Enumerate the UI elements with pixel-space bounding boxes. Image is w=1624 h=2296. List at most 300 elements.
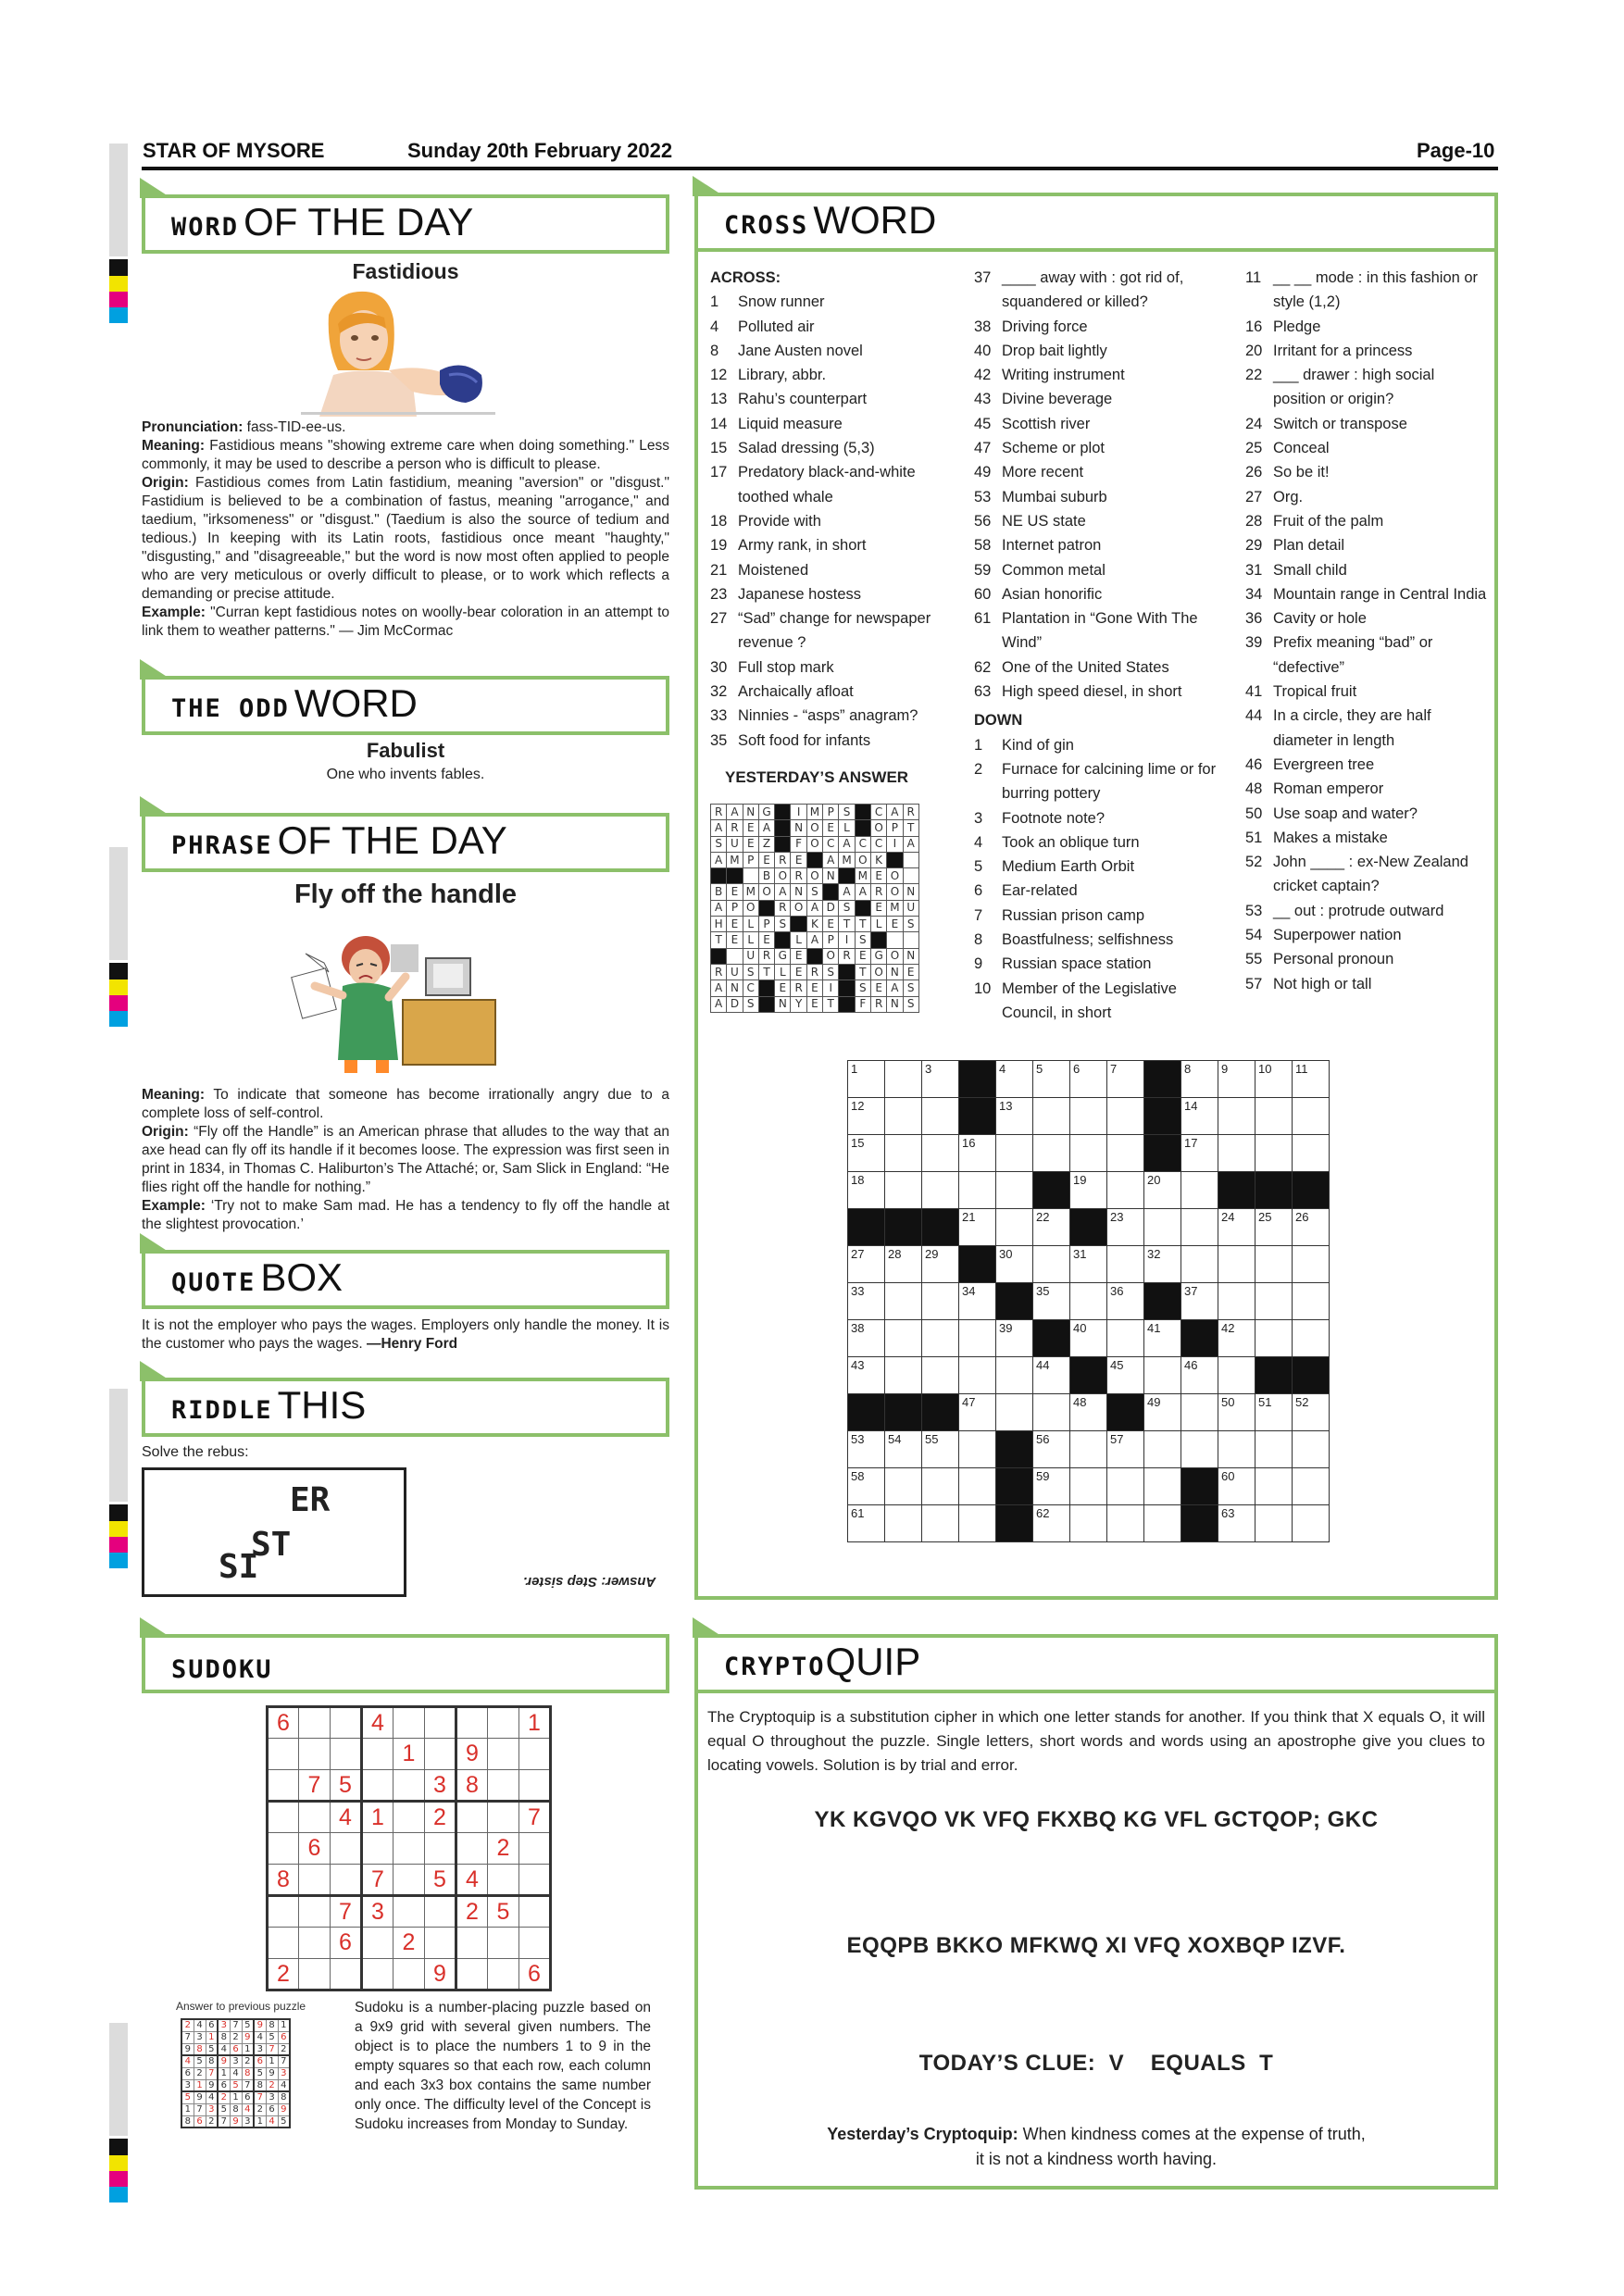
crossword-cell[interactable] [1181,1135,1218,1172]
crossword-cell[interactable] [959,1357,996,1394]
crossword-cell[interactable] [1218,1320,1255,1357]
sudoku-cell[interactable] [268,1802,299,1833]
crossword-cell[interactable] [922,1246,959,1283]
crossword-cell[interactable] [885,1061,922,1098]
crossword-cell[interactable] [1218,1135,1255,1172]
black-square [775,805,791,820]
crossword-grid[interactable] [847,1060,1330,1542]
sudoku-cell[interactable] [362,1959,394,1990]
crossword-cell[interactable] [1033,1098,1070,1135]
cell-number: 50 [1221,1395,1235,1409]
answer-cell: S [806,884,822,900]
sudoku-cell[interactable] [331,1833,362,1865]
crossword-cell[interactable] [1144,1209,1181,1246]
crossword-cell[interactable] [848,1431,885,1468]
sudoku-cell[interactable] [425,1739,456,1770]
crossword-cell[interactable] [1255,1431,1293,1468]
crossword-cell[interactable] [1107,1468,1144,1505]
crossword-cell[interactable] [922,1357,959,1394]
crossword-cell[interactable] [1070,1061,1107,1098]
sudoku-cell[interactable] [268,1833,299,1865]
sudoku-cell[interactable] [394,1833,425,1865]
crossword-cell[interactable] [1033,1283,1070,1320]
sudoku-cell[interactable] [519,1896,551,1928]
crossword-cell[interactable] [1218,1394,1255,1431]
crossword-cell[interactable] [1107,1209,1144,1246]
crossword-cell[interactable] [996,1135,1033,1172]
crossword-cell[interactable] [1144,1172,1181,1209]
sudoku-cell[interactable] [394,1959,425,1990]
sudoku-cell[interactable] [456,1802,488,1833]
sudoku-cell[interactable]: 9 [425,1959,456,1990]
crossword-cell[interactable] [1070,1098,1107,1135]
sudoku-cell[interactable] [299,1802,331,1833]
crossword-cell[interactable] [1033,1431,1070,1468]
crossword-cell[interactable] [1181,1394,1218,1431]
word-of-day-title-box [142,194,669,254]
sudoku-cell[interactable]: 5 [488,1896,519,1928]
crossword-cell[interactable] [959,1172,996,1209]
crossword-cell[interactable] [1181,1431,1218,1468]
sudoku-cell[interactable]: 4 [362,1707,394,1739]
sudoku-cell[interactable]: 7 [362,1865,394,1896]
crossword-cell[interactable] [1181,1209,1218,1246]
sudoku-cell[interactable] [488,1928,519,1959]
sudoku-cell[interactable]: 2 [488,1833,519,1865]
crossword-cell[interactable] [959,1394,996,1431]
sudoku-cell[interactable] [425,1707,456,1739]
crossword-cell[interactable] [1107,1431,1144,1468]
sudoku-cell[interactable] [394,1802,425,1833]
sudoku-cell[interactable] [456,1707,488,1739]
sudoku-cell[interactable]: 4 [331,1802,362,1833]
sudoku-cell[interactable] [488,1770,519,1802]
black-square [758,996,774,1012]
sudoku-cell[interactable] [331,1959,362,1990]
crossword-cell[interactable] [959,1320,996,1357]
crossword-cell[interactable] [1218,1209,1255,1246]
crossword-cell[interactable] [996,1209,1033,1246]
clue-text: Provide with [738,512,821,530]
crossword-cell[interactable] [996,1172,1033,1209]
sudoku-cell[interactable] [362,1770,394,1802]
cell-number: 13 [999,1099,1013,1113]
sudoku-cell[interactable]: 2 [268,1959,299,1990]
crossword-cell[interactable] [1181,1246,1218,1283]
answer-cell: O [791,900,806,916]
answer-cell: A [727,805,743,820]
sudoku-cell[interactable]: 9 [456,1739,488,1770]
clue-item [710,655,951,680]
crossword-cell[interactable] [848,1246,885,1283]
sudoku-cell[interactable] [268,1928,299,1959]
answer-cell: R [903,805,918,820]
crossword-cell[interactable] [1293,1468,1330,1505]
crossword-cell[interactable] [996,1394,1033,1431]
crossword-cell[interactable] [1218,1246,1255,1283]
crossword-cell[interactable] [922,1061,959,1098]
sudoku-cell[interactable] [299,1865,331,1896]
sudoku-cell[interactable]: 7 [519,1802,551,1833]
crossword-cell[interactable] [1255,1320,1293,1357]
crossword-cell[interactable] [1070,1431,1107,1468]
black-square [1107,1394,1144,1431]
sudoku-cell[interactable]: 6 [268,1707,299,1739]
crossword-cell[interactable] [1218,1283,1255,1320]
crossword-cell[interactable] [1107,1320,1144,1357]
crossword-cell[interactable] [1033,1357,1070,1394]
cell-number: 62 [1036,1506,1050,1520]
crossword-cell[interactable] [1033,1209,1070,1246]
crossword-cell[interactable] [1070,1394,1107,1431]
crossword-cell[interactable] [885,1468,922,1505]
sudoku-answer-cell: 4 [278,2079,290,2091]
crossword-cell[interactable] [1293,1320,1330,1357]
sudoku-cell[interactable]: 3 [425,1770,456,1802]
crossword-cell[interactable] [1107,1357,1144,1394]
crossword-cell[interactable] [1218,1061,1255,1098]
crossword-cell[interactable] [1033,1061,1070,1098]
crossword-cell[interactable] [1070,1505,1107,1542]
clue-number: 28 [1245,512,1263,530]
sudoku-cell[interactable] [488,1707,519,1739]
crossword-cell[interactable] [1144,1357,1181,1394]
sudoku-cell[interactable] [394,1707,425,1739]
sudoku-cell[interactable] [456,1959,488,1990]
crossword-cell[interactable] [1255,1061,1293,1098]
sudoku-cell[interactable]: 1 [394,1739,425,1770]
sudoku-cell[interactable] [362,1928,394,1959]
crossword-cell[interactable] [922,1468,959,1505]
clue-number: 57 [1245,975,1263,992]
sudoku-cell[interactable]: 6 [519,1959,551,1990]
crossword-cell[interactable] [1070,1283,1107,1320]
cell-number: 12 [851,1099,865,1113]
crossword-cell[interactable] [848,1505,885,1542]
crossword-cell[interactable] [996,1061,1033,1098]
crossword-cell[interactable] [885,1098,922,1135]
sudoku-cell[interactable]: 1 [519,1707,551,1739]
crossword-cell[interactable] [1218,1357,1255,1394]
crossword-cell[interactable] [848,1098,885,1135]
crossword-cell[interactable] [1144,1246,1181,1283]
sudoku-cell[interactable] [394,1896,425,1928]
sudoku-cell[interactable] [331,1739,362,1770]
answer-cell: N [727,980,743,996]
sudoku-cell[interactable]: 2 [456,1896,488,1928]
sudoku-cell[interactable] [488,1739,519,1770]
sudoku-cell[interactable]: 4 [456,1865,488,1896]
sudoku-cell[interactable] [519,1833,551,1865]
crossword-cell[interactable] [848,1135,885,1172]
answer-cell: M [806,805,822,820]
crossword-cell[interactable] [1033,1468,1070,1505]
clue-number: 61 [974,610,992,628]
registration-black [109,1504,128,1521]
crossword-cell[interactable] [1070,1320,1107,1357]
crossword-cell[interactable] [1218,1468,1255,1505]
sudoku-cell[interactable]: 6 [331,1928,362,1959]
cell-number: 5 [1036,1062,1043,1076]
sudoku-cell[interactable] [425,1896,456,1928]
crossword-cell[interactable] [1255,1135,1293,1172]
crossword-cell[interactable] [1293,1061,1330,1098]
crossword-cell[interactable] [1218,1505,1255,1542]
clue-text: Snow runner [738,293,825,311]
crossword-cell[interactable] [1255,1098,1293,1135]
sudoku-grid[interactable] [266,1705,552,1991]
clue-text: NE US state [1002,512,1086,530]
crossword-cell[interactable] [1107,1061,1144,1098]
clue-item [1245,704,1491,753]
crossword-cell[interactable] [885,1357,922,1394]
sudoku-cell[interactable] [519,1928,551,1959]
crossword-cell[interactable] [1144,1394,1181,1431]
crossword-cell[interactable] [1144,1505,1181,1542]
sudoku-cell[interactable] [268,1896,299,1928]
registration-strip [109,847,128,960]
crossword-cell[interactable] [922,1431,959,1468]
crossword-cell[interactable] [848,1172,885,1209]
sudoku-cell[interactable]: 8 [456,1770,488,1802]
crossword-cell[interactable] [1070,1135,1107,1172]
sudoku-answer-cell: 3 [206,2103,218,2115]
crossword-cell[interactable] [1293,1098,1330,1135]
clue-item [974,315,1224,339]
clue-number: 34 [1245,585,1263,603]
crossword-cell[interactable] [1181,1172,1218,1209]
answer-cell: G [758,805,774,820]
sudoku-cell[interactable] [425,1833,456,1865]
answer-cell: T [903,820,918,836]
sudoku-answer-cell: 9 [230,2115,242,2128]
sudoku-cell[interactable] [456,1928,488,1959]
sudoku-cell[interactable]: 5 [331,1770,362,1802]
sudoku-cell[interactable] [299,1959,331,1990]
crossword-cell[interactable] [885,1135,922,1172]
crossword-cell[interactable] [848,1283,885,1320]
answer-cell: U [727,964,743,980]
crossword-cell[interactable] [1107,1505,1144,1542]
crossword-cell[interactable] [922,1320,959,1357]
answer-cell: L [839,820,855,836]
sudoku-cell[interactable]: 7 [299,1770,331,1802]
crossword-cell[interactable] [1293,1431,1330,1468]
clue-text: Took an oblique turn [1002,833,1140,851]
crossword-cell[interactable] [1293,1135,1330,1172]
sudoku-cell[interactable] [519,1865,551,1896]
sudoku-cell[interactable]: 1 [362,1802,394,1833]
answer-cell: K [870,852,886,867]
crossword-cell[interactable] [1033,1505,1070,1542]
sudoku-cell[interactable] [488,1802,519,1833]
crossword-cell[interactable] [1181,1061,1218,1098]
crossword-cell[interactable] [996,1357,1033,1394]
crossword-cell[interactable] [922,1098,959,1135]
crossword-cell[interactable] [1293,1283,1330,1320]
sudoku-cell[interactable] [488,1959,519,1990]
crossword-cell[interactable] [1107,1246,1144,1283]
sudoku-cell[interactable]: 3 [362,1896,394,1928]
crossword-cell[interactable] [1293,1209,1330,1246]
sudoku-cell[interactable]: 8 [268,1865,299,1896]
crossword-cell[interactable] [1107,1172,1144,1209]
crossword-cell[interactable] [1293,1394,1330,1431]
answer-cell: L [791,932,806,948]
clue-item [1245,412,1491,436]
sudoku-cell[interactable] [488,1865,519,1896]
sudoku-cell[interactable] [299,1928,331,1959]
crossword-cell[interactable] [1107,1283,1144,1320]
crossword-cell[interactable] [885,1283,922,1320]
answer-cell: N [823,868,839,884]
crossword-cell[interactable] [1218,1098,1255,1135]
answer-cell: R [775,900,791,916]
crossword-cell[interactable] [1255,1468,1293,1505]
black-square [1293,1357,1330,1394]
header-rule [142,167,1498,170]
crossword-cell[interactable] [885,1505,922,1542]
sudoku-cell[interactable] [394,1770,425,1802]
cell-number: 15 [851,1136,865,1150]
crossword-cell[interactable] [1293,1505,1330,1542]
crossword-cell[interactable] [1107,1098,1144,1135]
sudoku-cell[interactable] [299,1739,331,1770]
answer-cell: A [823,852,839,867]
registration-yellow [109,1521,128,1537]
crossword-cell[interactable] [959,1209,996,1246]
crossword-cell[interactable] [1107,1135,1144,1172]
crossword-cell[interactable] [959,1505,996,1542]
crossword-cell[interactable] [1144,1431,1181,1468]
crossword-cell[interactable] [885,1172,922,1209]
sudoku-cell[interactable] [299,1896,331,1928]
sudoku-cell[interactable] [456,1833,488,1865]
answer-cell: Y [791,996,806,1012]
sudoku-cell[interactable] [425,1928,456,1959]
corner-flag [693,176,724,196]
odd-word: Fabulist [366,739,445,762]
crossword-cell[interactable] [959,1431,996,1468]
sudoku-answer-cell: 8 [194,2043,206,2055]
crossword-cell[interactable] [1255,1394,1293,1431]
sudoku-cell[interactable] [519,1739,551,1770]
black-square [855,820,870,836]
clue-item [710,315,951,339]
sudoku-cell[interactable] [362,1739,394,1770]
clue-item [974,509,1224,533]
sudoku-cell[interactable] [394,1865,425,1896]
answer-cell: R [870,884,886,900]
crossword-cell[interactable] [1070,1246,1107,1283]
crossword-cell[interactable] [885,1320,922,1357]
sudoku-cell[interactable] [268,1770,299,1802]
clue-text: Russian prison camp [1002,906,1145,924]
cryptoquip-clue: TODAY’S CLUE: V EQUALS T [918,2051,1274,2076]
crossword-cell[interactable] [1144,1320,1181,1357]
clue-item [1245,315,1491,339]
crossword-cell[interactable] [1181,1283,1218,1320]
crossword-cell[interactable] [885,1431,922,1468]
crossword-cell[interactable] [959,1283,996,1320]
crossword-cell[interactable] [996,1246,1033,1283]
crossword-cell[interactable] [1255,1246,1293,1283]
sudoku-cell[interactable] [331,1865,362,1896]
crossword-cell[interactable] [996,1098,1033,1135]
sudoku-cell[interactable] [299,1707,331,1739]
registration-magenta [109,2171,128,2187]
crossword-cell[interactable] [1144,1468,1181,1505]
crossword-cell[interactable] [1255,1283,1293,1320]
crossword-cell[interactable] [1033,1246,1070,1283]
clue-number: 29 [1245,537,1263,555]
crossword-cell[interactable] [1033,1135,1070,1172]
answer-cell: O [743,900,758,916]
crossword-cell[interactable] [1181,1357,1218,1394]
crossword-cell[interactable] [1181,1098,1218,1135]
clue-item [710,363,951,387]
crossword-cell[interactable] [959,1135,996,1172]
sudoku-cell[interactable] [331,1707,362,1739]
clue-number: 51 [1245,829,1263,846]
answer-cell: N [887,996,903,1012]
crossword-cell[interactable] [996,1320,1033,1357]
odd-word-definition: One who invents fables. [326,767,485,782]
clue-text: Mountain range in Central India [1273,585,1487,603]
clue-number: 27 [710,610,728,628]
crossword-cell[interactable] [1070,1468,1107,1505]
sudoku-cell[interactable]: 7 [331,1896,362,1928]
crossword-cell[interactable] [1070,1172,1107,1209]
crossword-cell[interactable] [1255,1505,1293,1542]
sudoku-answer-cell: 3 [194,2031,206,2043]
sudoku-answer-cell: 7 [254,2091,266,2103]
clue-text: Japanese hostess [738,585,862,603]
crossword-cell[interactable] [1293,1246,1330,1283]
sudoku-cell[interactable] [519,1770,551,1802]
sudoku-cell[interactable] [362,1833,394,1865]
crossword-cell[interactable] [1033,1394,1070,1431]
crossword-cell[interactable] [848,1468,885,1505]
crossword-cell[interactable] [922,1505,959,1542]
crossword-cell[interactable] [959,1468,996,1505]
crossword-cell[interactable] [1255,1209,1293,1246]
crossword-cell[interactable] [848,1357,885,1394]
crossword-cell[interactable] [1218,1431,1255,1468]
sudoku-cell[interactable]: 5 [425,1865,456,1896]
sudoku-cell[interactable] [268,1739,299,1770]
crossword-cell[interactable] [848,1061,885,1098]
crossword-cell[interactable] [885,1246,922,1283]
answer-cell: I [839,932,855,948]
clue-number: 48 [1245,780,1263,798]
answer-cell: M [839,852,855,867]
clue-text: Member of the Legislative Council, in short [1002,980,1177,1021]
sudoku-answer-cell: 1 [230,2091,242,2103]
crossword-cell[interactable] [922,1283,959,1320]
answer-cell: U [903,900,918,916]
riddle-prompt: Solve the rebus: [142,1444,249,1460]
crossword-cell[interactable] [848,1320,885,1357]
crossword-cell[interactable] [922,1135,959,1172]
clue-text: Internet patron [1002,537,1102,555]
sudoku-cell[interactable]: 2 [394,1928,425,1959]
sudoku-cell[interactable]: 2 [425,1802,456,1833]
corner-flag [693,1617,724,1638]
sudoku-cell[interactable]: 6 [299,1833,331,1865]
answer-cell: R [839,948,855,964]
crossword-cell[interactable] [922,1172,959,1209]
